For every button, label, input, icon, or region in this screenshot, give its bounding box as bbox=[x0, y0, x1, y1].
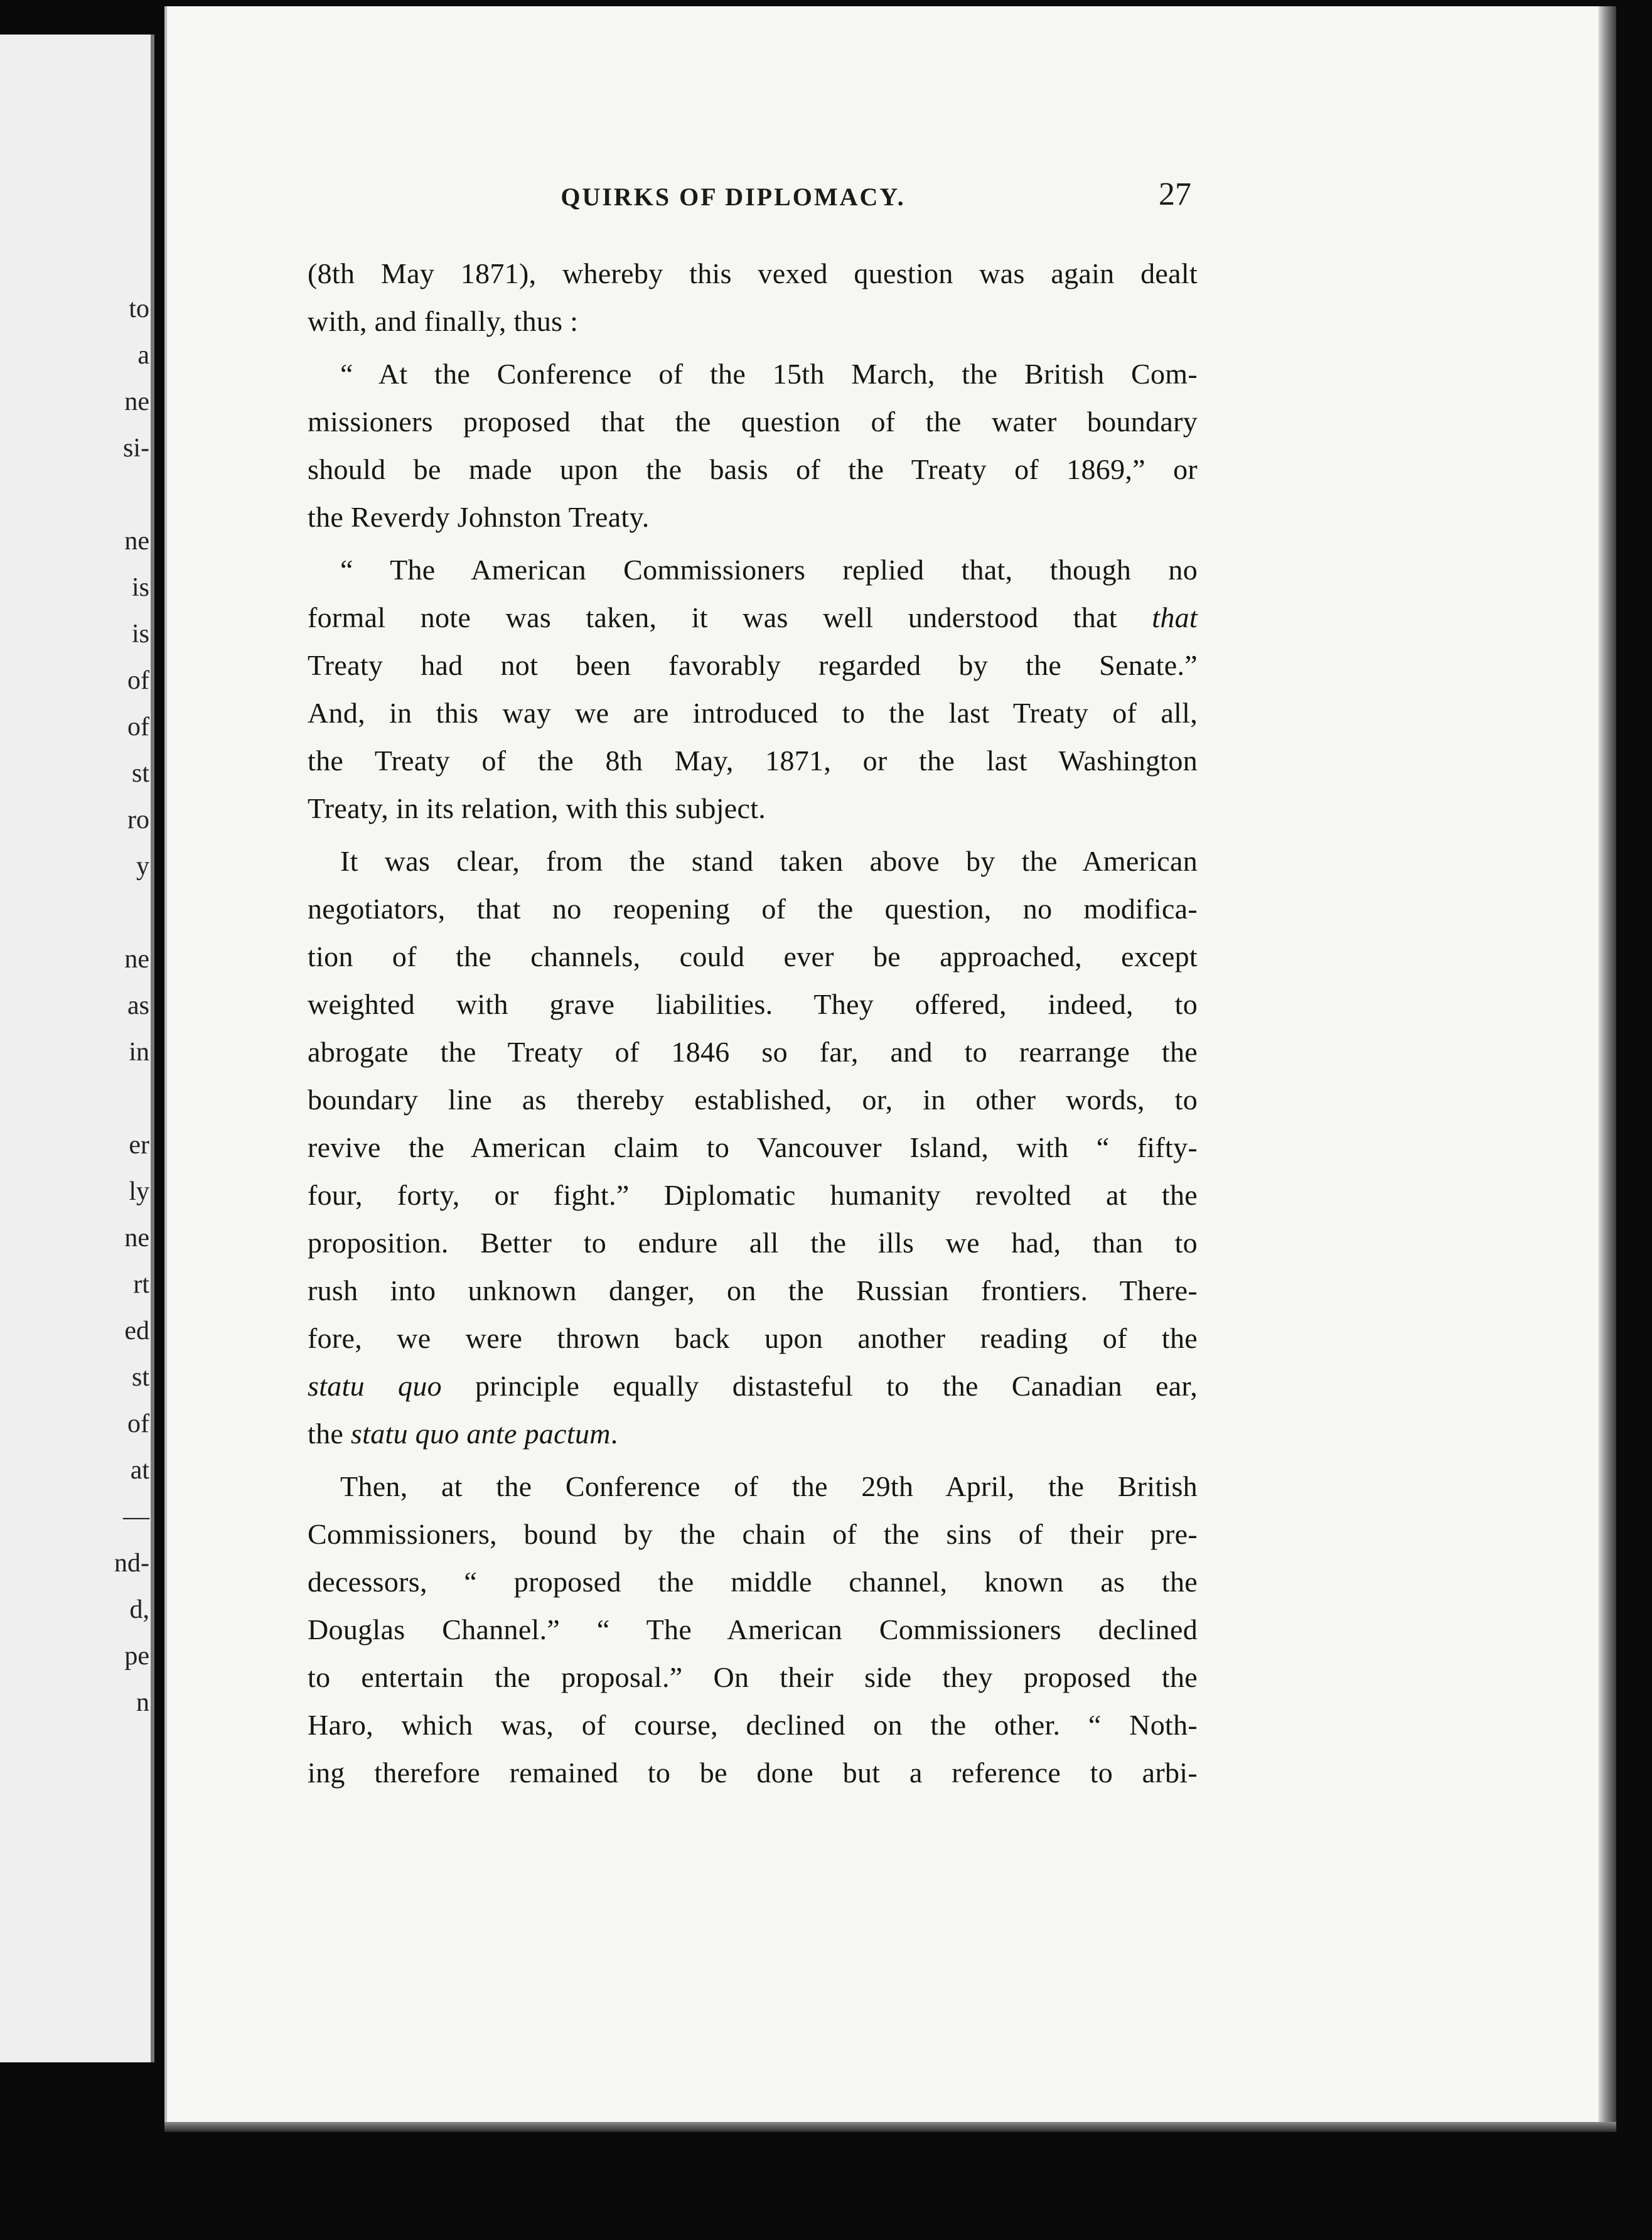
body-text bbox=[308, 250, 1198, 1802]
paragraph-1 bbox=[308, 250, 1198, 345]
fragment: ne bbox=[124, 387, 149, 416]
paragraph-3 bbox=[308, 546, 1198, 832]
fragment: ne bbox=[124, 527, 149, 556]
fragment: nd- bbox=[114, 1549, 149, 1578]
text-line: should be made upon the basis of the Treaty of 1869,” or bbox=[308, 453, 1198, 485]
fragment: is bbox=[131, 573, 149, 602]
text-line: with, and finally, thus : bbox=[308, 305, 579, 337]
fragment: of bbox=[127, 1409, 149, 1438]
text-line: the Treaty of the 8th May, 1871, or the last Washington bbox=[308, 745, 1198, 777]
text-line: ing therefore remained to be done but a reference to arbi- bbox=[308, 1757, 1198, 1789]
text-line: formal note was taken, it was well understood that that bbox=[308, 601, 1198, 633]
fragment-gap bbox=[0, 471, 151, 518]
text-line: decessors, “ proposed the middle channel, known as the bbox=[308, 1566, 1198, 1598]
text-line: tion of the channels, could ever be approached, except bbox=[308, 940, 1198, 972]
text-line: rush into unknown danger, on the Russian frontiers. There- bbox=[308, 1274, 1198, 1306]
text-line: “ The American Commissioners replied that, though no bbox=[340, 554, 1198, 586]
text-line: (8th May 1871), whereby this vexed question was again dealt bbox=[308, 257, 1198, 289]
text-line: the statu quo ante pactum. bbox=[308, 1418, 618, 1450]
text-line: proposition. Better to endure all the ills we had, than to bbox=[308, 1227, 1198, 1259]
text-line: It was clear, from the stand taken above by the American bbox=[340, 845, 1198, 877]
page-bottom-shadow bbox=[164, 2122, 1616, 2132]
text-line: Haro, which was, of course, declined on the other. “ Noth- bbox=[308, 1709, 1198, 1741]
text-line: to entertain the proposal.” On their side they proposed the bbox=[308, 1661, 1198, 1693]
text-line: Treaty had not been favorably regarded by the Senate.” bbox=[308, 649, 1198, 681]
fragment-gap bbox=[0, 890, 151, 936]
text-line: negotiators, that no reopening of the question, no modifica- bbox=[308, 893, 1198, 925]
paragraph-2 bbox=[308, 350, 1198, 541]
fragment: of bbox=[127, 713, 149, 741]
text-line: Then, at the Conference of the 29th April, the British bbox=[340, 1470, 1198, 1502]
fragment: to bbox=[129, 294, 149, 323]
fragment: d, bbox=[129, 1595, 149, 1624]
fragment: ne bbox=[124, 945, 149, 974]
fragment: ro bbox=[127, 805, 149, 834]
fragment: y bbox=[136, 852, 149, 881]
fragment: ly bbox=[129, 1177, 149, 1206]
fragment: st bbox=[131, 1363, 149, 1392]
paragraph-5 bbox=[308, 1463, 1198, 1797]
text-line: fore, we were thrown back upon another reading of the bbox=[308, 1322, 1198, 1354]
text-line: Commissioners, bound by the chain of the sins of their pre- bbox=[308, 1518, 1198, 1550]
fragment: st bbox=[131, 759, 149, 788]
page-edge-shadow bbox=[1599, 6, 1616, 2122]
fragment: in bbox=[129, 1038, 149, 1067]
page-number: 27 bbox=[1159, 176, 1191, 212]
text-line: the Reverdy Johnston Treaty. bbox=[308, 501, 650, 533]
text-line: abrogate the Treaty of 1846 so far, and to rearrange the bbox=[308, 1036, 1198, 1068]
fragment: er bbox=[129, 1131, 149, 1160]
fragment: at bbox=[130, 1456, 149, 1485]
fragment: of bbox=[127, 666, 149, 695]
fragment: si- bbox=[123, 434, 149, 463]
text-line: revive the American claim to Vancouver Island, with “ fifty- bbox=[308, 1131, 1198, 1163]
fragment: ed bbox=[124, 1317, 149, 1345]
facing-page-edge bbox=[0, 35, 154, 2062]
facing-page-fragments bbox=[0, 286, 151, 1726]
fragment: rt bbox=[133, 1270, 149, 1299]
text-line: “ At the Conference of the 15th March, the British Com- bbox=[340, 358, 1198, 390]
fragment: as bbox=[127, 991, 149, 1020]
text-line: statu quo principle equally distasteful to the Canadian ear, bbox=[308, 1370, 1198, 1402]
fragment-gap bbox=[0, 1075, 151, 1122]
text-line: boundary line as thereby established, or, in other words, to bbox=[308, 1084, 1198, 1116]
text-line: missioners proposed that the question of the water boundary bbox=[308, 406, 1198, 438]
fragment-rule: — bbox=[123, 1502, 149, 1531]
text-line: four, forty, or fight.” Diplomatic humanity revolted at the bbox=[308, 1179, 1198, 1211]
fragment: ne bbox=[124, 1224, 149, 1252]
text-line: Treaty, in its relation, with this subject. bbox=[308, 792, 766, 824]
fragment: is bbox=[131, 620, 149, 649]
text-line: And, in this way we are introduced to the last Treaty of all, bbox=[308, 697, 1198, 729]
paragraph-4 bbox=[308, 837, 1198, 1458]
fragment: pe bbox=[124, 1642, 149, 1671]
fragment: a bbox=[137, 341, 149, 370]
fragment: n bbox=[136, 1688, 149, 1717]
running-title: QUIRKS OF DIPLOMACY. bbox=[560, 183, 906, 211]
text-line: weighted with grave liabilities. They offered, indeed, to bbox=[308, 988, 1198, 1020]
text-line: Douglas Channel.” “ The American Commissioners declined bbox=[308, 1613, 1198, 1645]
